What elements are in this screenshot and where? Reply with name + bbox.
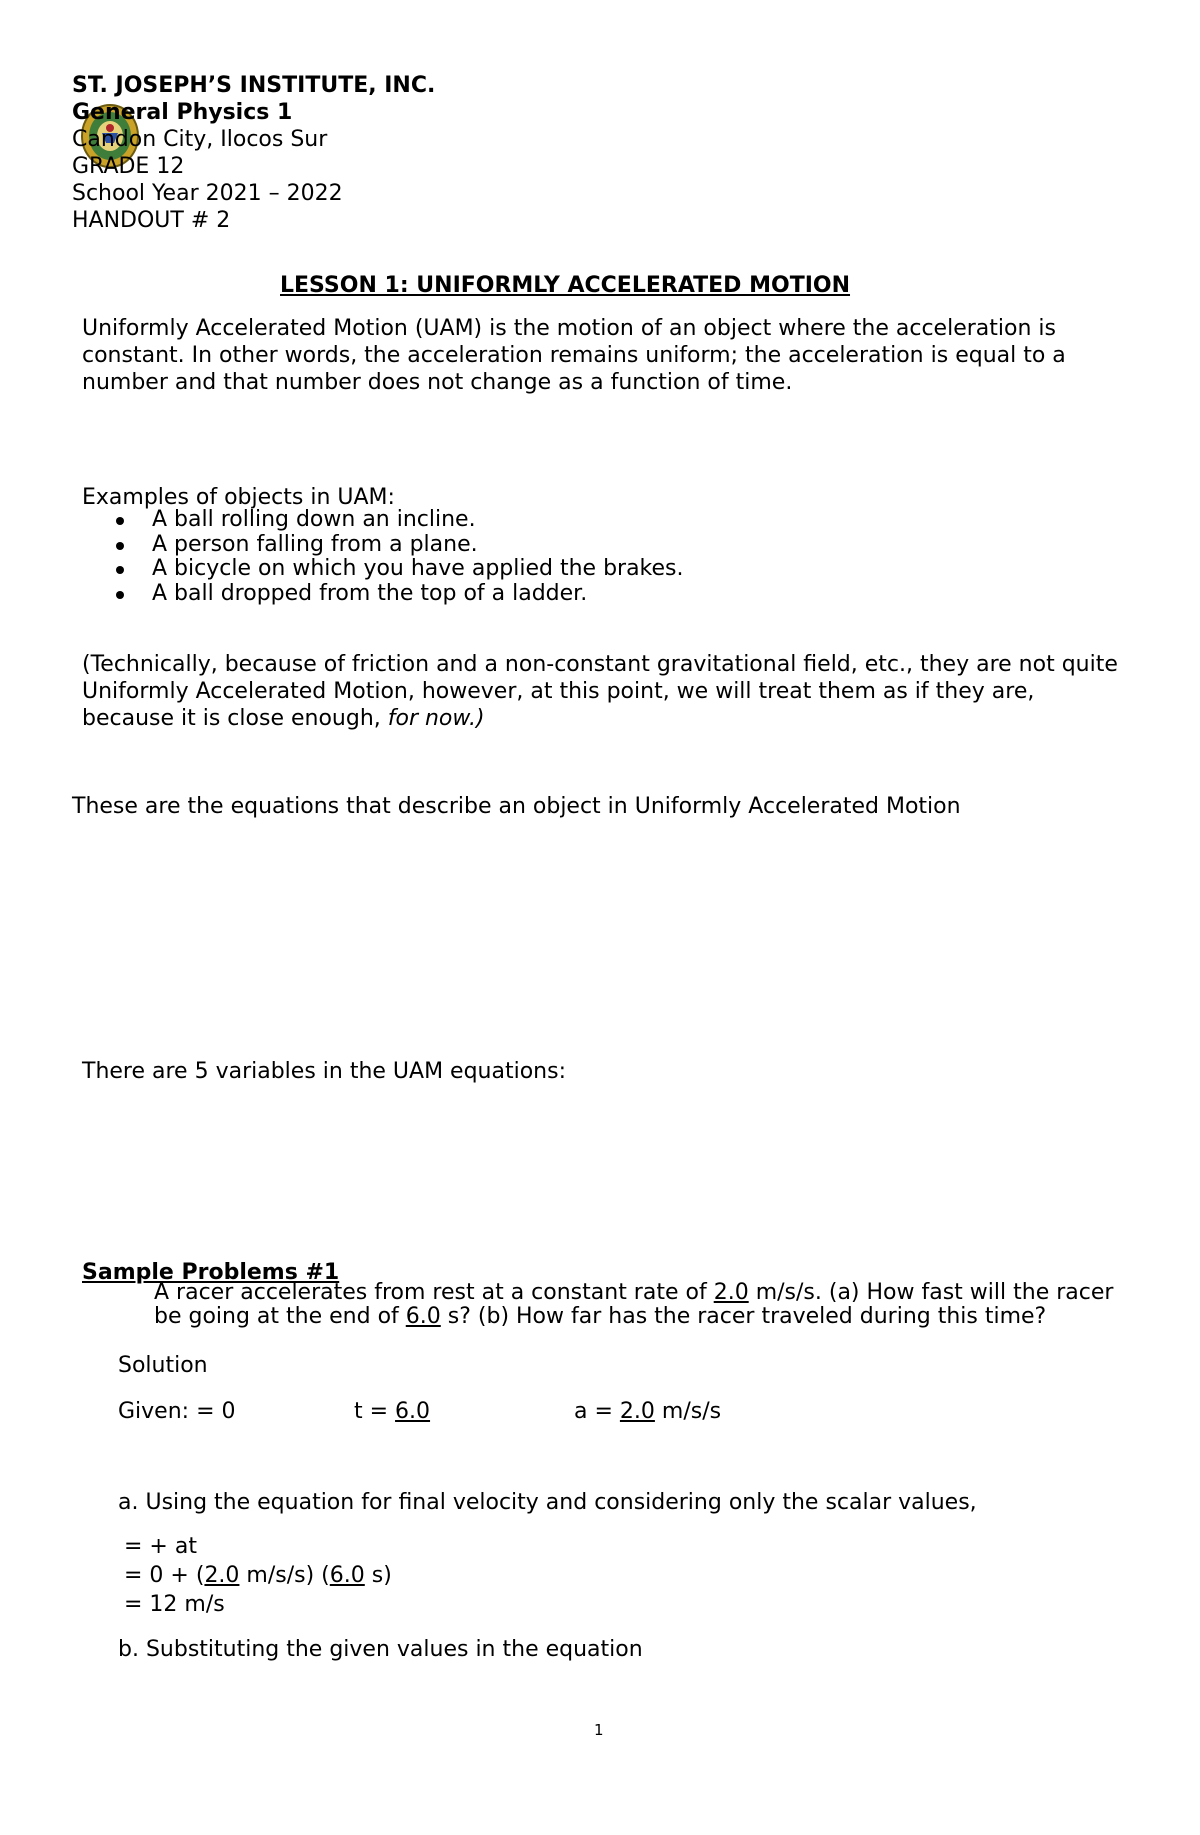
bullet-icon bbox=[116, 566, 124, 574]
equation-line-1: = + at bbox=[124, 1534, 197, 1559]
bullet-icon bbox=[116, 542, 124, 550]
given-label: Given: = 0 bbox=[118, 1399, 236, 1424]
technical-note: (Technically, because of friction and a non-constant gravitational field, etc., they are not quite Uniformly Accelerated Motion, however, at this point, we will treat them as if they are, because it is close enough, for now.) bbox=[82, 652, 1118, 731]
equation-line-2: = 0 + (2.0 m/s/s) (6.0 s) bbox=[124, 1563, 392, 1588]
examples-heading: Examples of objects in UAM: bbox=[82, 485, 395, 510]
given-acceleration: a = 2.0 m/s/s bbox=[574, 1399, 722, 1424]
subject-title: General Physics 1 bbox=[72, 100, 293, 125]
part-b-text: b. Substituting the given values in the equation bbox=[118, 1637, 643, 1662]
sample-problem-text: A racer accelerates from rest at a constant rate of 2.0 m/s/s. (a) How fast will the racer be going at the end of 6.0 s? (b) How far has the racer traveled during this time? bbox=[154, 1280, 1114, 1329]
variables-intro: There are 5 variables in the UAM equations: bbox=[82, 1059, 566, 1084]
solution-label: Solution bbox=[118, 1353, 208, 1378]
bullet-icon bbox=[116, 517, 124, 525]
school-location: Candon City, Ilocos Sur bbox=[72, 127, 328, 152]
grade-level: GRADE 12 bbox=[72, 154, 185, 179]
school-name: ST. JOSEPH’S INSTITUTE, INC. bbox=[72, 73, 436, 98]
list-item: A ball rolling down an incline. bbox=[116, 508, 684, 533]
uam-definition: Uniformly Accelerated Motion (UAM) is the motion of an object where the acceleration is constant. In other words, the acceleration remains uniform; the acceleration is equal to a number and that number does not change as a function of time. bbox=[82, 316, 1066, 395]
sample-problems-heading: Sample Problems #1 bbox=[82, 1260, 340, 1285]
list-item: A bicycle on which you have applied the brakes. bbox=[116, 557, 684, 582]
list-item: A person falling from a plane. bbox=[116, 533, 684, 558]
equation-line-3: = 12 m/s bbox=[124, 1592, 225, 1617]
school-year: School Year 2021 – 2022 bbox=[72, 181, 343, 206]
given-time: t = 6.0 bbox=[354, 1399, 431, 1424]
page-number: 1 bbox=[594, 1721, 604, 1739]
part-a-text: a. Using the equation for final velocity and considering only the scalar values, bbox=[118, 1490, 977, 1515]
bullet-icon bbox=[116, 591, 124, 599]
note-italic: for now.) bbox=[387, 706, 485, 731]
examples-list bbox=[116, 508, 684, 606]
list-item: A ball dropped from the top of a ladder. bbox=[116, 582, 684, 607]
lesson-title: LESSON 1: UNIFORMLY ACCELERATED MOTION bbox=[280, 273, 851, 298]
equations-intro: These are the equations that describe an object in Uniformly Accelerated Motion bbox=[72, 794, 961, 819]
handout-number: HANDOUT # 2 bbox=[72, 208, 231, 233]
